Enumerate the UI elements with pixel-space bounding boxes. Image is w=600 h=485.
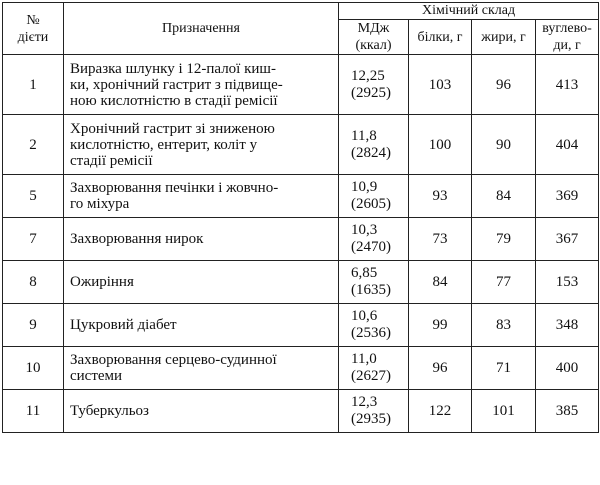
energy-mj: 10,3	[351, 222, 378, 238]
purpose-line: Виразка шлунку і 12-палої киш-	[70, 60, 276, 77]
diet-purpose	[64, 218, 339, 261]
energy-kcal: (2605)	[351, 196, 391, 212]
diet-fats: 96	[472, 55, 536, 115]
diet-proteins: 84	[409, 261, 472, 304]
header-energy-kcal: (ккал)	[355, 38, 392, 53]
diet-carbs: 404	[536, 115, 599, 175]
energy-mj: 10,9	[351, 179, 378, 195]
header-chemical-composition: Хімічний склад	[339, 3, 599, 20]
header-number-label: дієти	[17, 29, 49, 45]
diet-number: 1	[3, 55, 64, 115]
energy-kcal: (2536)	[351, 325, 391, 341]
diet-energy	[339, 115, 409, 175]
energy-mj: 10,6	[351, 308, 378, 324]
diet-number: 7	[3, 218, 64, 261]
diet-proteins: 73	[409, 218, 472, 261]
diet-energy	[339, 390, 409, 433]
diet-fats: 71	[472, 347, 536, 390]
header-fats: жири, г	[472, 20, 536, 55]
purpose-line: Цукровий діабет	[70, 317, 177, 333]
diet-purpose	[64, 115, 339, 175]
header-diet-number	[3, 3, 64, 55]
diet-proteins: 103	[409, 55, 472, 115]
diet-carbs: 367	[536, 218, 599, 261]
diet-proteins: 93	[409, 175, 472, 218]
diet-proteins: 100	[409, 115, 472, 175]
diet-carbs: 153	[536, 261, 599, 304]
header-carbs	[536, 20, 599, 55]
header-energy-unit: МДж	[357, 21, 390, 36]
header-row-top	[3, 3, 599, 20]
table-row	[3, 390, 599, 433]
diet-energy	[339, 347, 409, 390]
diet-purpose	[64, 175, 339, 218]
diet-energy	[339, 55, 409, 115]
diet-fats: 83	[472, 304, 536, 347]
header-carbs-line1: вуглево-	[542, 21, 592, 36]
purpose-line: Хронічний гастрит зі зниженою	[70, 120, 275, 137]
diet-carbs: 413	[536, 55, 599, 115]
diet-purpose	[64, 261, 339, 304]
diet-energy	[339, 175, 409, 218]
diet-carbs: 400	[536, 347, 599, 390]
energy-kcal: (2627)	[351, 368, 391, 384]
diet-purpose	[64, 304, 339, 347]
header-number-symbol: №	[26, 12, 40, 28]
diet-composition-table	[2, 2, 599, 433]
energy-kcal: (2935)	[351, 411, 391, 427]
table-row	[3, 304, 599, 347]
diet-fats: 101	[472, 390, 536, 433]
header-carbs-line2: ди, г	[553, 38, 581, 53]
diet-fats: 84	[472, 175, 536, 218]
purpose-line: Ожиріння	[70, 274, 134, 290]
diet-proteins: 99	[409, 304, 472, 347]
energy-mj: 12,3	[351, 394, 378, 410]
purpose-line: ки, хронічний гастрит з підвище-	[70, 76, 283, 93]
diet-proteins: 96	[409, 347, 472, 390]
header-energy	[339, 20, 409, 55]
diet-fats: 90	[472, 115, 536, 175]
diet-number: 5	[3, 175, 64, 218]
energy-mj: 11,0	[351, 351, 377, 367]
purpose-line: кислотністю, ентерит, коліт у	[70, 136, 258, 153]
header-proteins: білки, г	[409, 20, 472, 55]
diet-purpose	[64, 55, 339, 115]
table-row	[3, 218, 599, 261]
energy-kcal: (2824)	[351, 144, 391, 161]
table-row	[3, 175, 599, 218]
diet-number: 10	[3, 347, 64, 390]
table-row	[3, 261, 599, 304]
diet-proteins: 122	[409, 390, 472, 433]
diet-purpose	[64, 390, 339, 433]
diet-carbs: 348	[536, 304, 599, 347]
purpose-line: Туберкульоз	[70, 403, 149, 419]
diet-number: 2	[3, 115, 64, 175]
diet-number: 8	[3, 261, 64, 304]
diet-energy	[339, 261, 409, 304]
purpose-line: Захворювання печінки і жовчно-	[70, 180, 279, 196]
energy-mj: 6,85	[351, 265, 378, 281]
energy-mj: 11,8	[351, 127, 377, 144]
energy-kcal: (2470)	[351, 239, 391, 255]
table-row	[3, 55, 599, 115]
diet-fats: 79	[472, 218, 536, 261]
diet-fats: 77	[472, 261, 536, 304]
purpose-line: Захворювання серцево-судинної	[70, 352, 277, 368]
diet-number: 9	[3, 304, 64, 347]
diet-energy	[339, 304, 409, 347]
diet-number: 11	[3, 390, 64, 433]
purpose-line: стадії ремісії	[70, 152, 153, 169]
table-row	[3, 115, 599, 175]
table-row	[3, 347, 599, 390]
diet-purpose	[64, 347, 339, 390]
purpose-line: системи	[70, 368, 123, 384]
energy-mj: 12,25	[351, 67, 385, 84]
header-purpose: Призначення	[64, 3, 339, 55]
purpose-line: Захворювання нирок	[70, 231, 204, 247]
diet-energy	[339, 218, 409, 261]
diet-carbs: 385	[536, 390, 599, 433]
energy-kcal: (1635)	[351, 282, 391, 298]
purpose-line: ною кислотністю в стадії ремісії	[70, 92, 278, 109]
diet-carbs: 369	[536, 175, 599, 218]
energy-kcal: (2925)	[351, 84, 391, 101]
purpose-line: го міхура	[70, 196, 130, 212]
